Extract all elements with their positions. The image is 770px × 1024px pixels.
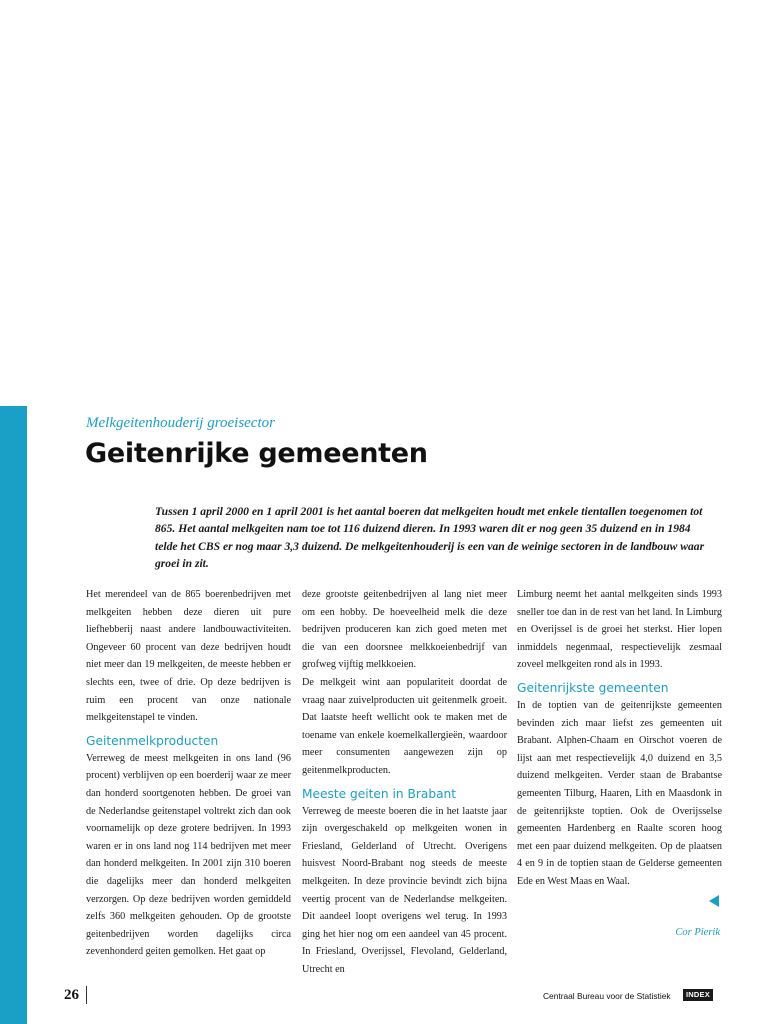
publisher-name: Centraal Bureau voor de Statistiek bbox=[543, 991, 671, 1001]
paragraph: Verreweg de meeste boeren die in het laatste jaar zijn overgeschakeld op melkgeiten wonen in Friesland, Gelderland of Utrecht. Overigens huisvest Noord-Brabant nog steeds de meeste melkgeiten. In deze provincie bevindt zich bijna veertig procent van de Nederlandse melkgeiten. Dit aandeel loopt overigens wel terug. In 1993 ging het hier nog om een aandeel van 45 procent. In Friesland, Overijssel, Flevoland, Gelderland, Utrecht en bbox=[302, 805, 507, 975]
end-of-article-arrow-icon bbox=[709, 895, 719, 907]
article-kicker: Melkgeitenhouderij groeisector bbox=[86, 415, 275, 431]
paragraph: De melkgeit wint aan populariteit doordat de vraag naar zuivelproducten uit geitenmelk groeit. Dat laatste heeft wellicht ook te maken met de toename van enkele koemelkallergieën, waardoor meer consumenten aangewezen zijn op geitenmelkproducten. bbox=[302, 676, 507, 776]
text-column-2 bbox=[302, 586, 507, 978]
accent-side-bar bbox=[0, 406, 27, 1024]
author-byline: Cor Pierik bbox=[675, 927, 720, 938]
section-heading: Geitenrijkste gemeenten bbox=[517, 680, 669, 695]
text-column-1 bbox=[86, 586, 291, 961]
article-lead: Tussen 1 april 2000 en 1 april 2001 is het aantal boeren dat melkgeiten houdt met enkele tientallen toegenomen tot 865. Het aantal melkgeiten nam toe tot 116 duizend dieren. In 1993 waren dit er nog geen 35 duizend en in 1984 telde het CBS er nog maar 3,3 duizend. De melkgeitenhouderij is een van de weinige sectoren in de landbouw waar groei in zit. bbox=[155, 505, 705, 571]
section-heading: Meeste geiten in Brabant bbox=[302, 786, 457, 801]
paragraph: In de toptien van de geitenrijkste gemeenten bevinden zich maar liefst zes gemeenten uit Brabant. Alphen-Chaam en Oirschot voeren de lijst aan met respectievelijk 4,0 duizend en 3,5 duizend melkgeiten. Verder staan de Brabantse gemeenten Tilburg, Haaren, Lith en Maasdonk in de geitenrijkste toptien. Ook de Overijsselse gemeenten Hardenberg en Raalte scoren hoog met een paar duizend melkgeiten. Op de plaatsen 4 en 9 in de toptien staan de Gelderse gemeenten Ede en West Maas en Waal. bbox=[517, 699, 722, 887]
page-number: 26 bbox=[64, 987, 79, 1003]
article-title: Geitenrijke gemeenten bbox=[85, 438, 428, 469]
index-badge: INDEX bbox=[683, 989, 713, 1001]
paragraph: deze grootste geitenbedrijven al lang niet meer om een hobby. De hoeveelheid melk die deze bedrijven produceren kan zich goed meten met die van een doorsnee melkkoeienbedrijf van grofweg vijftig melkkoeien. bbox=[302, 589, 507, 671]
text-column-3 bbox=[517, 586, 722, 891]
paragraph: Verreweg de meest melkgeiten in ons land (96 procent) verblijven op een boerderij waar ze meer dan honderd soortgenoten hebben. De groei van de Nederlandse geitenstapel voltrekt zich dan ook voornamelijk op deze grotere bedrijven. In 1993 waren er in ons land nog 114 bedrijven met meer dan honderd melkgeiten. In 2001 zijn 310 boeren die dagelijks meer dan honderd melkgeiten verzorgen. Op deze bedrijven worden gemiddeld zelfs 360 melkgeiten gehouden. Op de grootste geitenbedrijven worden dagelijks circa zevenhonderd geiten gemolken. Het gaat op bbox=[86, 752, 291, 958]
paragraph: Limburg neemt het aantal melkgeiten sinds 1993 sneller toe dan in de rest van het land. In Limburg en Overijssel is de groei het sterkst. Hier lopen inmiddels negenmaal, respectievelijk zesmaal zoveel melkgeiten rond als in 1993. bbox=[517, 589, 722, 671]
paragraph: Het merendeel van de 865 boerenbedrijven met melkgeiten hebben deze dieren uit pure liefhebberij naast andere landbouwactiviteiten. Ongeveer 60 procent van deze bedrijven houdt niet meer dan 19 melkgeiten, de meeste hebben er slechts een, twee of drie. Op deze bedrijven is ruim een procent van onze nationale melkgeitenstapel te vinden. bbox=[86, 589, 291, 724]
page-number-divider bbox=[86, 986, 87, 1004]
section-heading: Geitenmelkproducten bbox=[86, 733, 219, 748]
